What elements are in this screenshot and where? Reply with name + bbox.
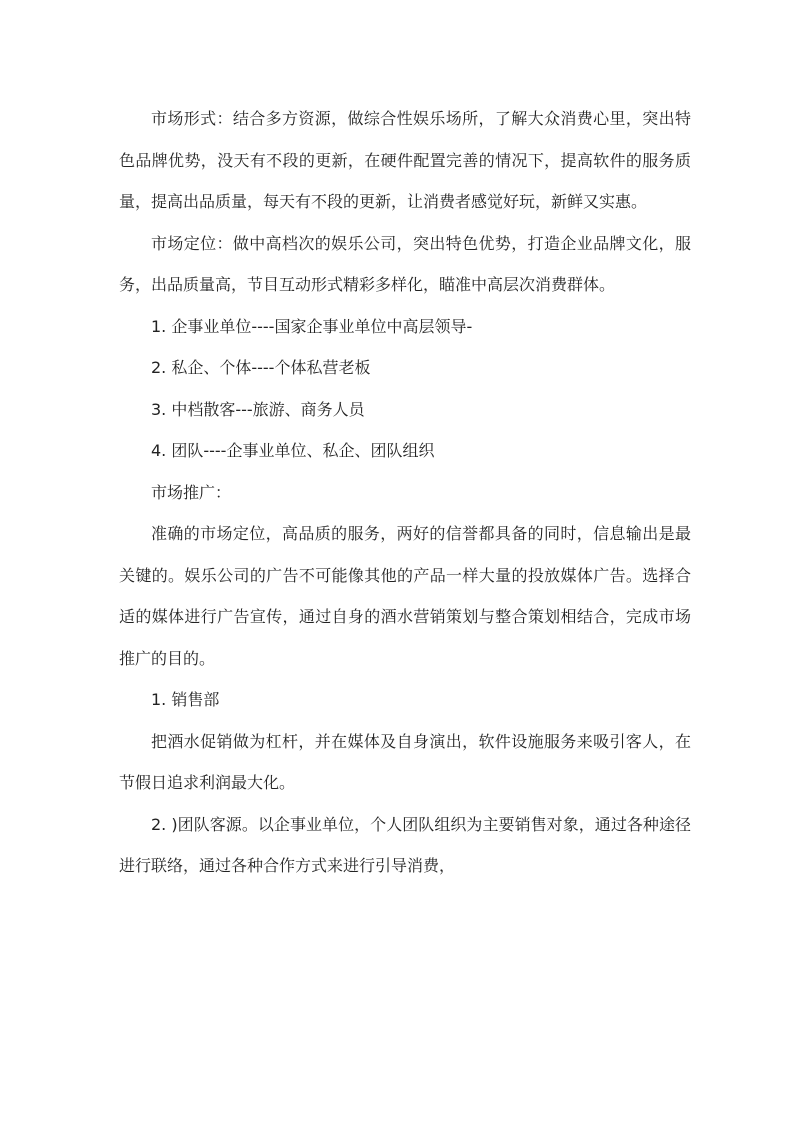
paragraph-market-form: 市场形式：结合多方资源，做综合性娱乐场所，了解大众消费心里，突出特色品牌优势，没天有不段的更新，在硬件配置完善的情况下，提高软件的服务质量，提高出品质量，每天有不段的更新，让消费者感觉好玩，新鲜又实惠。 <box>119 109 691 211</box>
list-item-group: 4. 团队----企事业单位、私企、团队组织 <box>151 441 435 460</box>
list-item-private: 2. 私企、个体----个体私营老板 <box>151 358 371 377</box>
paragraph-group-clients: 2. )团队客源。以企事业单位，个人团队组织为主要销售对象，通过各种途径进行联络，通过各种合作方式来进行引导消费， <box>119 814 691 875</box>
paragraph-promotion-lever: 把酒水促销做为杠杆，并在媒体及自身演出，软件设施服务来吸引客人，在节假日追求利润最大化。 <box>119 731 691 792</box>
list-item-midrange: 3. 中档散客---旅游、商务人员 <box>151 399 365 419</box>
list-item-enterprise: 1. 企事业单位----国家企事业单位中高层领导- <box>151 316 473 336</box>
paragraph-promotion: 准确的市场定位，高品质的服务，两好的信誉都具备的同时，信息输出是最关键的。娱乐公司的广告不可能像其他的产品一样大量的投放媒体广告。选择合适的媒体进行广告宣传，通过自身的酒水营销策划与整合策划相结合，完成市场推广的目的。 <box>119 524 691 668</box>
section-heading-promotion: 市场推广： <box>151 482 232 502</box>
paragraph-market-positioning: 市场定位：做中高档次的娱乐公司，突出特色优势，打造企业品牌文化，服务，出品质量高，节目互动形式精彩多样化，瞄准中高层次消费群体。 <box>119 233 691 294</box>
document-body <box>119 98 691 887</box>
list-item-sales-dept: 1. 销售部 <box>151 690 220 709</box>
